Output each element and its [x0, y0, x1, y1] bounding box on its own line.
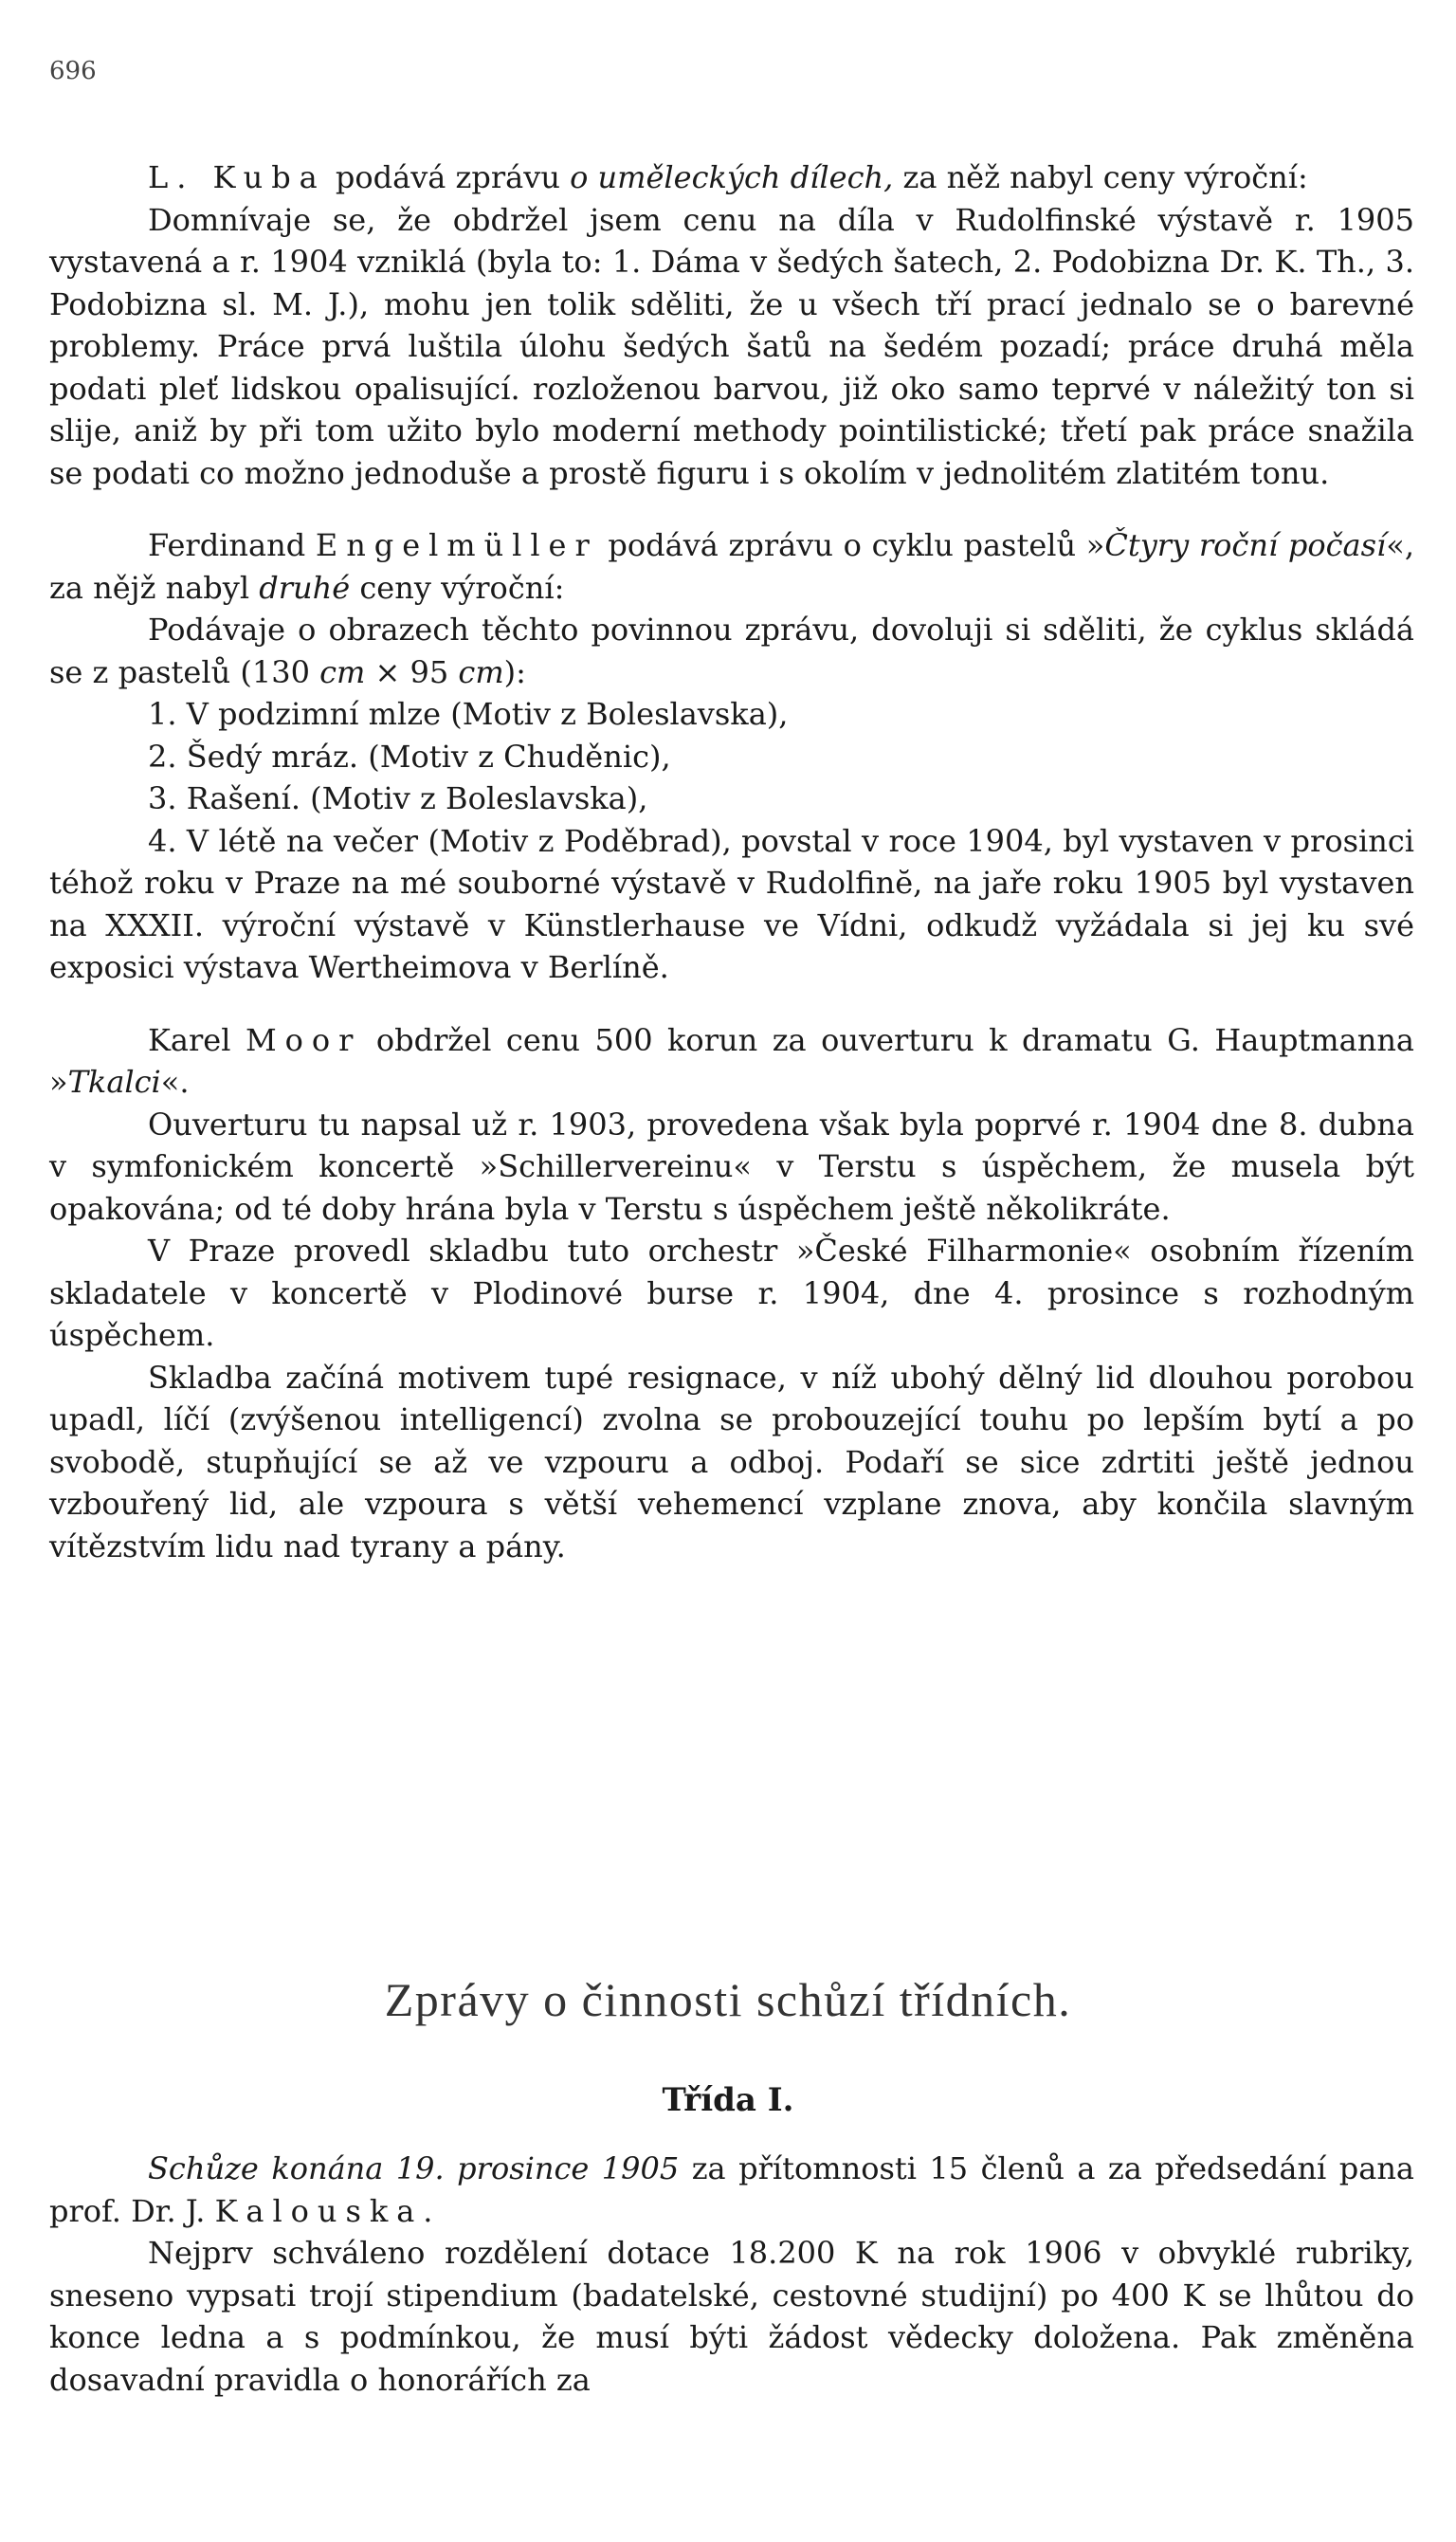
text-segment: × 95	[365, 653, 459, 690]
text-segment: «.	[160, 1064, 190, 1100]
page-number: 696	[49, 57, 97, 85]
text-segment: «, za nějž nabyl	[49, 527, 1415, 606]
paragraph-moor-content: Skladba začíná motivem tupé resignace, v níž ubohý dělný lid dlouhou porobou upadl, líčí (zvýšenou intelligencí) zvolna se probouzející touhu po lepším bytí a po svobodě, stupňující se až ve vzpouru a odboj. Podaří se sice zdrtiti ještě jednou vzbouřený lid, ale vzpoura s větší vehemencí vzplane znova, aby končila slavným vítězstvím lidu nad tyrany a pány.	[49, 1359, 1414, 1564]
italic-title: Tkalci	[67, 1064, 161, 1100]
text-segment: obdržel cenu 500 korun za ouverturu k dramatu G. Hauptmanna »	[49, 1021, 1414, 1100]
text-segment: podává zprávu o cyklu pastelů »	[597, 527, 1105, 563]
chairman-name: Kalouska	[214, 2192, 424, 2229]
subsection-title: Třída I.	[662, 2081, 794, 2119]
section-title: Zprávy o činnosti schůzí třídních.	[384, 1973, 1072, 2026]
paragraph-kuba-report: Domnívaje se, že obdržel jsem cenu na díla v Rudolfinské výstavě r. 1905 vystavená a r. 1904 vzniklá (byla to: 1. Dáma v šedých šatech, 2. Podobizna Dr. K. Th., 3. Podobizna sl. M. J.), mohu jen tolik sděliti, že u všech tří prací jednalo se o barevné problemy. Práce prvá luštila úlohu šedých šatů na šedém pozadí; práce druhá měla podati pleť lidskou opalisující. rozloženou barvou, již oko samo teprvé v náležitý ton si slije, aniž by při tom užito bylo moderní methody pointilistické; třetí pak práce snažila se podati co možno jednoduše a prostě figuru i s okolím v jednolitém zlatitém tonu.	[49, 201, 1414, 491]
author-name: Moor	[245, 1021, 362, 1058]
paragraph-kuba-intro	[49, 156, 1414, 199]
author-name: L. Kuba	[148, 159, 326, 195]
italic-title: o uměleckých dílech,	[570, 159, 894, 195]
main-text	[49, 156, 1414, 1567]
list-item: 4. V létě na večer (Motiv z Poděbrad), povstal v roce 1904, byl vystaven v prosinci téhož roku v Praze na mé souborné výstavě v Rudolfinĕ, na jaře roku 1905 byl vystaven na XXXII. výroční výstavě v Künstlerhause ve Vídni, odkudž vyžádala si jej ku své exposici výstava Wertheimova v Berlíně.	[49, 822, 1414, 985]
paragraph-moor-ouverture: Ouverturu tu napsal už r. 1903, provedena však byla poprvé r. 1904 dne 8. dubna v symfonickém koncertě »Schillervereinu« v Terstu s úspěchem, že musela být opakována; od té doby hrána byla v Terstu s úspěchem ještě několikráte.	[49, 1106, 1414, 1227]
text-segment: za něž nabyl ceny výroční:	[893, 159, 1308, 195]
paragraph-engelmuller-report	[49, 609, 1414, 693]
text-segment: .	[423, 2192, 433, 2229]
paragraph-moor-prague: V Praze provedl skladbu tuto orchestr »České Filharmonie« osobním řízením skladatele v koncertě v Plodinové burse r. 1904, dne 4. prosince s rozhodným úspěchem.	[49, 1233, 1414, 1353]
text-segment: Ferdinand	[148, 527, 316, 563]
text-segment: ceny výroční:	[350, 569, 565, 606]
list-item: 1. V podzimní mlze (Motiv z Boleslavska),	[148, 696, 789, 732]
list-item: 3. Rašení. (Motiv z Boleslavska),	[148, 780, 648, 816]
paragraph-dotation: Nejprv schváleno rozdělení dotace 18.200 K na rok 1906 v obvyklé rubriky, sneseno vypsati trojí stipendium (badatelské, cestovné studijní) po 400 K se lhůtou do konce ledna a s podmínkou, že musí býti žádost vědecky doložena. Pak změněna dosavadní pravidla o honorářích za	[49, 2235, 1414, 2398]
italic-date: Schůze konána 19. prosince 1905	[148, 2150, 680, 2186]
unit: cm	[458, 653, 504, 690]
list-item: 2. Šedý mráz. (Motiv z Chuděnic),	[148, 738, 671, 775]
author-name: Engelmüller	[315, 527, 598, 563]
paragraph-moor-intro	[49, 1019, 1414, 1104]
italic-title: Čtyry roční počasí	[1104, 527, 1387, 563]
text-segment: za přítomnosti 15 členů a za předsedání pana prof. Dr. J.	[49, 2150, 1414, 2229]
text-segment: ):	[503, 653, 526, 690]
unit: cm	[319, 653, 366, 690]
italic-word: druhé	[259, 569, 351, 606]
text-segment: podává zprávu	[325, 159, 571, 195]
text-segment: Podávaje o obrazech těchto povinnou zprávu, dovoluji si sděliti, že cyklus skládá se z pastelů (130	[49, 612, 1414, 690]
paragraph-engelmuller-intro	[49, 524, 1414, 609]
text-segment: Karel	[148, 1021, 246, 1058]
section-text	[49, 2148, 1414, 2401]
paragraph-meeting	[49, 2148, 1414, 2232]
